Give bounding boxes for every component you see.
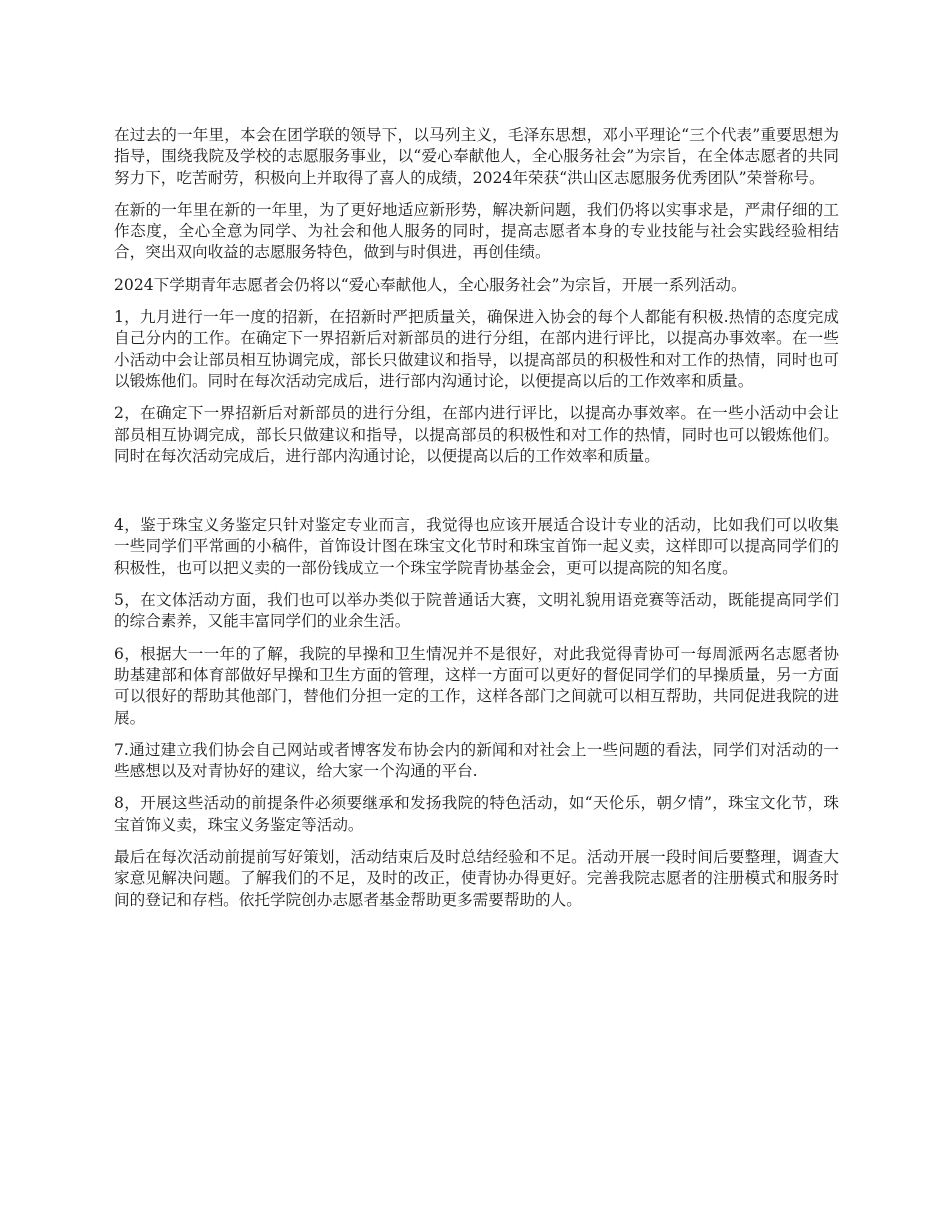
paragraph-item-1: 1，九月进行一年一度的招新，在招新时严把质量关，确保进入协会的每个人都能有积极.热情的态度完成自己分内的工作。在确定下一界招新后对新部员的进行分组，在部内进行评比，以提高办事效率。在一些小活动中会让部员相互协调完成，部长只做建议和指导，以提高部员的积极性和对工作的热情，同时也可以锻炼他们。同时在每次活动完成后，进行部内沟通讨论，以便提高以后的工作效率和质量。	[114, 308, 839, 390]
paragraph-item-2: 2，在确定下一界招新后对新部员的进行分组，在部内进行评比，以提高办事效率。在一些小活动中会让部员相互协调完成，部长只做建议和指导，以提高部员的积极性和对工作的热情，同时也可以锻炼他们。同时在每次活动完成后，进行部内沟通讨论，以便提高以后的工作效率和质量。	[114, 404, 839, 465]
paragraph-new-year: 在新的一年里在新的一年里，为了更好地适应新形势，解决新问题，我们仍将以实事求是，严肃仔细的工作态度，全心全意为同学、为社会和他人服务的同时，提高志愿者本身的专业技能与社会实践经验相结合，突出双向收益的志愿服务特色，做到与时俱进，再创佳绩。	[114, 200, 839, 262]
paragraph-item-8: 8，开展这些活动的前提条件必须要继承和发扬我院的特色活动，如“天伦乐，朝夕情”，珠宝文化节，珠宝首饰义卖，珠宝义务鉴定等活动。	[114, 794, 839, 834]
paragraph-intro: 在过去的一年里，本会在团学联的领导下，以马列主义，毛泽东思想，邓小平理论“三个代表”重要思想为指导，围绕我院及学校的志愿服务事业，以“爱心奉献他人，全心服务社会”为宗旨，在全体志愿者的共同努力下，吃苦耐劳，积极向上并取得了喜人的成绩，2024年荣获“洪山区志愿服务优秀团队”荣誉称号。	[114, 126, 839, 187]
paragraph-item-7: 7.通过建立我们协会自己网站或者博客发布协会内的新闻和对社会上一些问题的看法，同学们对活动的一些感想以及对青协好的建议，给大家一个沟通的平台.	[114, 740, 839, 781]
blank-gap	[114, 478, 839, 515]
paragraph-conclusion: 最后在每次活动前提前写好策划，活动结束后及时总结经验和不足。活动开展一段时间后要整理，调查大家意见解决问题。了解我们的不足，及时的改正，使青协办得更好。完善我院志愿者的注册模式和服务时间的登记和存档。依托学院创办志愿者基金帮助更多需要帮助的人。	[114, 848, 839, 909]
paragraph-item-6: 6，根据大一一年的了解，我院的早操和卫生情况并不是很好，对此我觉得青协可一每周派两名志愿者协助基建部和体育部做好早操和卫生方面的管理，这样一方面可以更好的督促同学们的早操质量，另一方面可以很好的帮助其他部门，替他们分担一定的工作，这样各部门之间就可以相互帮助，共同促进我院的进展。	[114, 644, 839, 727]
document-body	[114, 125, 839, 922]
paragraph-item-4: 4，鉴于珠宝义务鉴定只针对鉴定专业而言，我觉得也应该开展适合设计专业的活动，比如我们可以收集一些同学们平常画的小稿件，首饰设计图在珠宝文化节时和珠宝首饰一起义卖，这样即可以提高同学们的积极性，也可以把义卖的一部份钱成立一个珠宝学院青协基金会，更可以提高院的知名度。	[114, 516, 839, 577]
paragraph-item-5: 5，在文体活动方面，我们也可以举办类似于院普通话大赛，文明礼貌用语竞赛等活动，既能提高同学们的综合素养，又能丰富同学们的业余生活。	[114, 591, 839, 631]
paragraph-semester-plan: 2024下学期青年志愿者会仍将以“爱心奉献他人，全心服务社会”为宗旨，开展一系列活动。	[114, 275, 747, 294]
